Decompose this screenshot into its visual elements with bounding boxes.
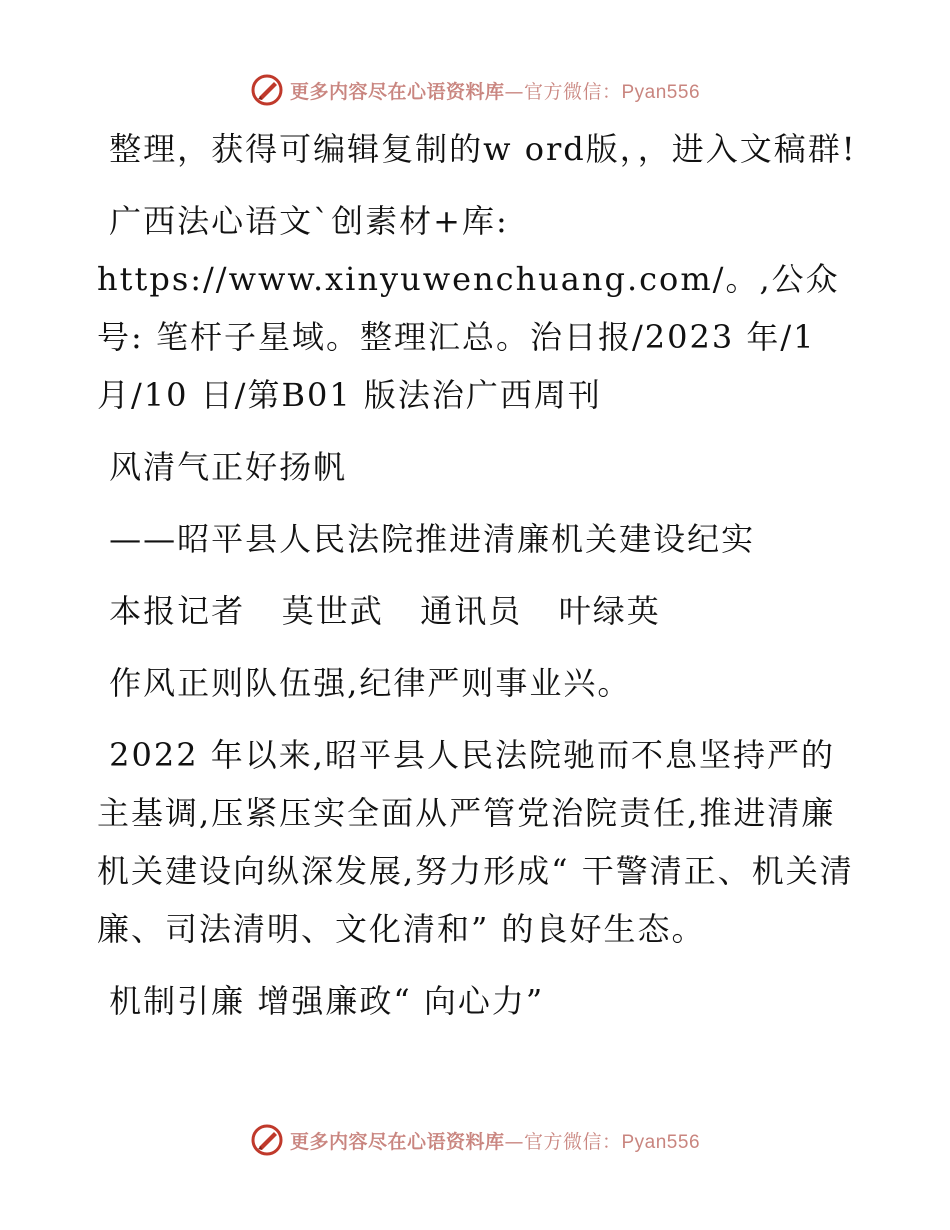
paragraph-intro: 整理，获得可编辑复制的w ord版，，进入文稿群! — [97, 130, 857, 168]
watermark-brand-text: 更多内容尽在心语资料库 — [289, 1130, 505, 1153]
article-byline: 本报记者 莫世武 通讯员 叶绿英 — [97, 592, 661, 630]
brand-logo-icon — [250, 1123, 284, 1157]
watermark-separator: — — [504, 1130, 524, 1153]
watermark-wechat-label: 官方微信： — [523, 80, 622, 103]
watermark-brand-text: 更多内容尽在心语资料库 — [289, 80, 505, 103]
paragraph-lead: 作风正则队伍强,纪律严则事业兴。 — [97, 664, 632, 702]
article-title: 风清气正好扬帆 — [97, 448, 348, 486]
watermark-text — [290, 77, 700, 104]
watermark-wechat-id: Pyan556 — [621, 81, 701, 103]
watermark-wechat-label: 官方微信： — [523, 1130, 622, 1153]
paragraph-body: 2022 年以来,昭平县人民法院驰而不息坚持严的主基调,压紧压实全面从严管党治院责任,推进清廉机关建设向纵深发展,努力形成“ 干警清正、机关清廉、司法清明、文化清和” 的良好生态。 — [97, 736, 854, 948]
watermark-wechat-id: Pyan556 — [621, 1131, 701, 1153]
footer-watermark — [0, 1120, 950, 1160]
article-subtitle: ——昭平县人民法院推进清廉机关建设纪实 — [97, 520, 756, 558]
watermark-separator: — — [504, 80, 524, 103]
document-body — [97, 120, 857, 1030]
header-watermark — [0, 70, 950, 110]
section-heading: 机制引廉 增强廉政“ 向心力” — [97, 982, 545, 1020]
brand-logo-icon — [250, 73, 284, 107]
paragraph-source: 广西法心语文`创素材+库: https://www.xinyuwenchuang.com/。,公众号: 笔杆子星域。整理汇总。治日报/2023 年/1 月/10 日/第B01 版法治广西周刊 — [97, 202, 840, 414]
watermark-group-footer — [250, 1123, 700, 1157]
watermark-group — [250, 73, 700, 107]
watermark-text — [290, 1127, 700, 1154]
